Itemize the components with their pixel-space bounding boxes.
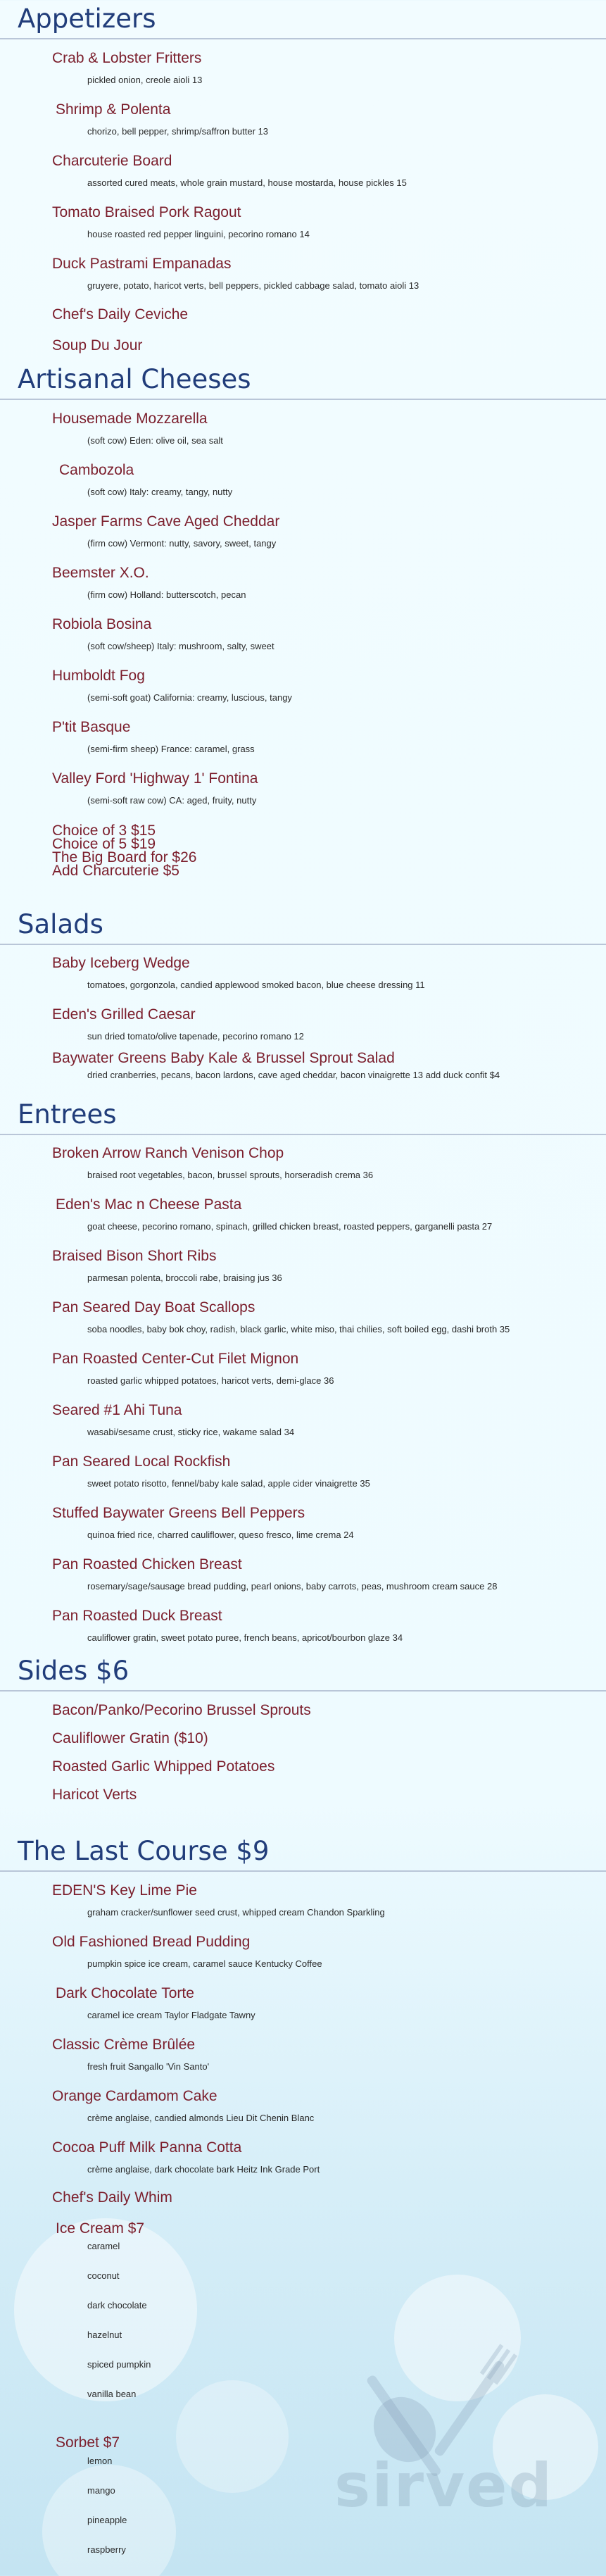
section-title: Salads [18, 909, 103, 939]
item-name: Chef's Daily Whim [52, 2189, 172, 2206]
cheese-option: Choice of 5 $19 [52, 836, 156, 852]
item-description: crème anglaise, candied almonds Lieu Dit Chenin Blanc [87, 2113, 315, 2123]
item-name: Duck Pastrami Empanadas [52, 256, 232, 272]
item-name: Pan Seared Local Rockfish [52, 1453, 231, 1470]
item-description: wasabi/sesame crust, sticky rice, wakame salad 34 [87, 1427, 295, 1437]
menu-item [52, 1401, 294, 1439]
menu-item [52, 2139, 320, 2176]
item-description: crème anglaise, dark chocolate bark Heitz Ink Grade Port [87, 2164, 320, 2175]
flavor-item: pineapple [87, 2515, 127, 2525]
menu-item [52, 667, 292, 704]
menu-item [56, 1196, 492, 1233]
item-description: assorted cured meats, whole grain mustard, house mostarda, house pickles 15 [87, 177, 407, 188]
flavor-item: dark chocolate [87, 2300, 147, 2311]
menu-item [52, 1144, 373, 1182]
section-title: The Last Course $9 [18, 1836, 270, 1866]
section-divider [0, 1870, 606, 1872]
menu-item [52, 513, 279, 550]
menu-item [52, 954, 425, 992]
item-description: gruyere, potato, haricot verts, bell peppers, pickled cabbage salad, tomato aioli 13 [87, 280, 419, 291]
item-name: Broken Arrow Ranch Venison Chop [52, 1145, 284, 1161]
item-name: Pan Seared Day Boat Scallops [52, 1299, 255, 1315]
item-name: Cambozola [59, 462, 134, 478]
section-title: Entrees [18, 1099, 117, 1130]
menu-item [59, 461, 232, 499]
item-name: Crab & Lobster Fritters [52, 50, 202, 66]
side-item: Roasted Garlic Whipped Potatoes [52, 1758, 275, 1775]
item-description: (firm cow) Vermont: nutty, savory, sweet, tangy [87, 538, 277, 549]
item-name: Valley Ford 'Highway 1' Fontina [52, 770, 258, 787]
item-description: dried cranberries, pecans, bacon lardons, cave aged cheddar, bacon vinaigrette 13 add duck confit $4 [87, 1070, 500, 1080]
ice-cream-heading: Ice Cream $7 [56, 2220, 145, 2237]
menu-item [52, 2087, 314, 2125]
item-name: Braised Bison Short Ribs [52, 1248, 217, 1264]
cheeses-section [0, 363, 606, 400]
item-name: Humboldt Fog [52, 668, 145, 684]
cheese-option: Choice of 3 $15 [52, 823, 156, 839]
section-divider [0, 38, 606, 39]
section-divider [0, 1690, 606, 1692]
menu-item [52, 770, 258, 807]
section-divider [0, 944, 606, 945]
item-name: Pan Roasted Duck Breast [52, 1608, 222, 1624]
menu-item [52, 410, 223, 447]
menu-item [52, 1350, 334, 1387]
menu-item [52, 615, 274, 653]
flavor-item: hazelnut [87, 2330, 122, 2340]
flavor-item: caramel [87, 2241, 120, 2251]
cheese-option: Add Charcuterie $5 [52, 863, 179, 879]
item-description: (semi-soft raw cow) CA: aged, fruity, nutty [87, 795, 257, 806]
item-name: Eden's Grilled Caesar [52, 1006, 196, 1023]
menu-item [52, 718, 255, 756]
item-name: Baby Iceberg Wedge [52, 955, 190, 971]
section-title: Artisanal Cheeses [18, 364, 251, 394]
item-description: sun dried tomato/olive tapenade, pecorino romano 12 [87, 1031, 304, 1042]
cheese-option: The Big Board for $26 [52, 849, 197, 865]
flavor-item: spiced pumpkin [87, 2359, 151, 2370]
item-name: Beemster X.O. [52, 565, 149, 581]
item-description: chorizo, bell pepper, shrimp/saffron butter 13 [87, 126, 269, 137]
menu-item [52, 1607, 403, 1644]
item-name: Housemade Mozzarella [52, 411, 208, 427]
item-name: Shrimp & Polenta [56, 101, 171, 118]
item-description: roasted garlic whipped potatoes, haricot verts, demi-glace 36 [87, 1375, 334, 1386]
side-item: Bacon/Panko/Pecorino Brussel Sprouts [52, 1702, 311, 1718]
item-description: quinoa fried rice, charred cauliflower, queso fresco, lime crema 24 [87, 1530, 354, 1540]
item-name: Orange Cardamom Cake [52, 2088, 217, 2104]
item-name: Cocoa Puff Milk Panna Cotta [52, 2139, 242, 2156]
item-description: pickled onion, creole aioli 13 [87, 75, 203, 85]
item-description: fresh fruit Sangallo 'Vin Santo' [87, 2061, 210, 2072]
item-name: Old Fashioned Bread Pudding [52, 1934, 251, 1950]
item-description: rosemary/sage/sausage bread pudding, pearl onions, baby carrots, peas, mushroom cream sauce 28 [87, 1581, 498, 1592]
item-description: (soft cow) Eden: olive oil, sea salt [87, 435, 223, 446]
item-name: EDEN'S Key Lime Pie [52, 1882, 197, 1899]
menu-item [52, 1933, 322, 1970]
flavor-item: lemon [87, 2456, 113, 2466]
menu-item [52, 255, 419, 292]
item-description: (soft cow/sheep) Italy: mushroom, salty, sweet [87, 641, 274, 651]
item-description: braised root vegetables, bacon, brussel sprouts, horseradish crema 36 [87, 1170, 374, 1180]
flavor-item: raspberry [87, 2544, 126, 2555]
side-item: Haricot Verts [52, 1787, 137, 1803]
item-description: graham cracker/sunflower seed crust, whipped cream Chandon Sparkling [87, 1907, 385, 1918]
section-title: Sides $6 [18, 1656, 130, 1686]
item-description: (soft cow) Italy: creamy, tangy, nutty [87, 487, 233, 497]
menu-item [52, 204, 310, 241]
menu-item [52, 2036, 209, 2073]
item-name: Eden's Mac n Cheese Pasta [56, 1196, 242, 1213]
item-name: P'tit Basque [52, 719, 131, 735]
desserts-section [0, 1835, 606, 1872]
item-name: Stuffed Baywater Greens Bell Peppers [52, 1505, 305, 1521]
item-name: Dark Chocolate Torte [56, 1985, 194, 2001]
menu-item [52, 1006, 304, 1043]
item-description: sweet potato risotto, fennel/baby kale salad, apple cider vinaigrette 35 [87, 1478, 370, 1489]
item-name: Soup Du Jour [52, 337, 143, 354]
menu-item [52, 1299, 510, 1336]
menu-item [56, 101, 268, 138]
flavor-item: vanilla bean [87, 2389, 137, 2399]
side-item: Cauliflower Gratin ($10) [52, 1730, 208, 1746]
menu-item [52, 49, 202, 87]
menu-item [52, 564, 246, 601]
sorbet-heading: Sorbet $7 [56, 2434, 120, 2451]
item-name: Pan Roasted Chicken Breast [52, 1556, 242, 1573]
menu-item [52, 152, 407, 189]
item-description: house roasted red pepper linguini, pecorino romano 14 [87, 229, 310, 239]
item-name: Classic Crème Brûlée [52, 2037, 196, 2053]
item-description: soba noodles, baby bok choy, radish, black garlic, white miso, thai chilies, soft boiled egg, dashi broth 35 [87, 1324, 510, 1334]
item-name: Jasper Farms Cave Aged Cheddar [52, 513, 280, 530]
item-name: Tomato Braised Pork Ragout [52, 204, 241, 220]
item-name: Baywater Greens Baby Kale & Brussel Sprout Salad [52, 1050, 395, 1066]
item-name: Seared #1 Ahi Tuna [52, 1402, 182, 1418]
item-name: Robiola Bosina [52, 616, 152, 632]
watermark-text: sirved [334, 2451, 554, 2521]
menu-item [52, 1247, 282, 1284]
item-description: (semi-firm sheep) France: caramel, grass [87, 744, 255, 754]
item-description: cauliflower gratin, sweet potato puree, french beans, apricot/bourbon glaze 34 [87, 1632, 403, 1643]
section-divider [0, 399, 606, 400]
item-description: caramel ice cream Taylor Fladgate Tawny [87, 2010, 255, 2020]
item-description: pumpkin spice ice cream, caramel sauce Kentucky Coffee [87, 1958, 322, 1969]
sides-section [0, 1655, 606, 1692]
item-description: goat cheese, pecorino romano, spinach, grilled chicken breast, roasted peppers, garganelli pasta 27 [87, 1221, 493, 1232]
item-name: Chef's Daily Ceviche [52, 306, 189, 323]
flavor-item: mango [87, 2485, 115, 2496]
section-divider [0, 1134, 606, 1135]
item-description: parmesan polenta, broccoli rabe, braising jus 36 [87, 1273, 282, 1283]
menu-item [52, 1049, 500, 1082]
item-description: (semi-soft goat) California: creamy, luscious, tangy [87, 692, 292, 703]
menu-item [52, 1882, 385, 1919]
item-name: Charcuterie Board [52, 153, 172, 169]
entrees-section [0, 1099, 606, 1135]
item-description: tomatoes, gorgonzola, candied applewood smoked bacon, blue cheese dressing 11 [87, 980, 425, 990]
salads-section [0, 908, 606, 945]
item-name: Pan Roasted Center-Cut Filet Mignon [52, 1351, 299, 1367]
menu-item [52, 1504, 354, 1542]
bokeh-light [176, 2380, 289, 2493]
section-title: Appetizers [18, 4, 156, 34]
menu-item [56, 1984, 255, 2022]
item-description: (firm cow) Holland: butterscotch, pecan [87, 589, 246, 600]
menu-item [52, 1453, 370, 1490]
menu-item [52, 1556, 497, 1593]
appetizers-section [0, 3, 606, 39]
flavor-item: coconut [87, 2270, 120, 2281]
